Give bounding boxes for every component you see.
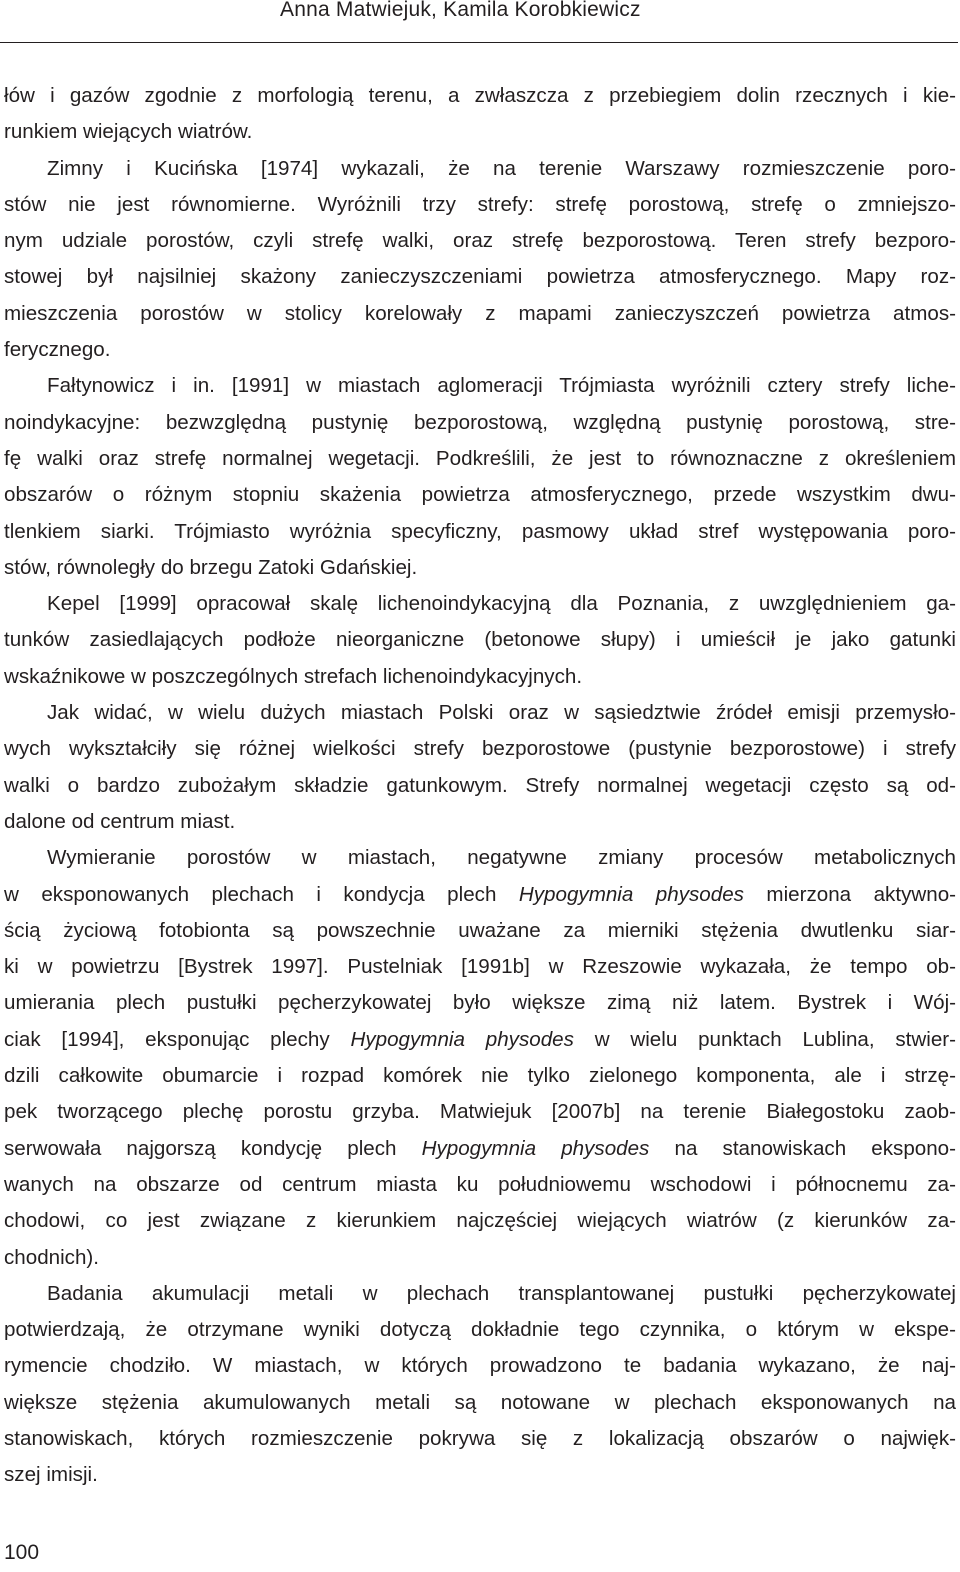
text-line xyxy=(4,78,956,114)
text-run: ciak [1994], eksponując plechy xyxy=(4,1027,351,1051)
text-run: dzili całkowite obumarcie i rozpad komórek nie tylko zielonego komponenta, ale i strzę- xyxy=(4,1064,956,1088)
text-line xyxy=(4,405,956,441)
text-line xyxy=(4,368,956,404)
text-run: potwierdzają, że otrzymane wyniki dotyczą dokładnie tego czynnika, o którym w ekspe- xyxy=(4,1318,956,1342)
text-line xyxy=(4,296,956,332)
text-line xyxy=(4,1276,956,1312)
text-run: umierania plech pustułki pęcherzykowatej było większe zimą niż latem. Bystrek i Wój- xyxy=(4,991,956,1015)
text-run: Badania akumulacji metali w plechach transplantowanej pustułki pęcherzykowatej xyxy=(47,1281,956,1305)
running-head-authors: Anna Matwiejuk, Kamila Korobkiewicz xyxy=(280,0,641,21)
running-header xyxy=(0,0,958,43)
text-run: pek tworzącego plechę porostu grzyba. Matwiejuk [2007b] na terenie Białegostoku zaob- xyxy=(4,1100,956,1124)
paragraph xyxy=(4,840,956,1276)
text-line xyxy=(4,1167,956,1203)
paragraph xyxy=(4,151,956,369)
text-line xyxy=(4,659,956,695)
text-run: chodowi, co jest związane z kierunkiem najczęściej wiejących wiatrów (z kierunków za- xyxy=(4,1209,956,1233)
text-run: chodnich). xyxy=(4,1245,100,1269)
text-run: Fałtynowicz i in. [1991] w miastach aglomeracji Trójmiasta wyróżnili cztery strefy liche- xyxy=(47,374,956,398)
text-run: Zimny i Kucińska [1974] wykazali, że na terenie Warszawy rozmieszczenie poro- xyxy=(47,156,956,180)
text-run: Wymieranie porostów w miastach, negatywne zmiany procesów metabolicznych xyxy=(47,846,956,870)
species-name: Hypogymnia physodes xyxy=(421,1136,650,1160)
text-run: wanych na obszarze od centrum miasta ku południowemu wschodowi i północnemu za- xyxy=(4,1172,956,1196)
text-line xyxy=(4,187,956,223)
paragraph xyxy=(4,78,956,151)
text-line xyxy=(4,840,956,876)
text-line xyxy=(4,441,956,477)
text-line xyxy=(4,550,956,586)
text-run: ferycznego. xyxy=(4,338,111,362)
text-run: runkiem wiejących wiatrów. xyxy=(4,120,253,144)
text-run: walki o bardzo zubożałym składzie gatunkowym. Strefy normalnej wegetacji często są od- xyxy=(4,773,956,797)
text-line xyxy=(4,1348,956,1384)
text-line xyxy=(4,949,956,985)
text-run: w wielu punktach Lublina, stwier- xyxy=(573,1027,957,1051)
text-line xyxy=(4,259,956,295)
text-run: łów i gazów zgodnie z morfologią terenu, a zwłaszcza z przebiegiem dolin rzecznych i kie- xyxy=(4,84,956,107)
text-run: rymencie chodziło. W miastach, w których prowadzono te badania wykazano, że naj- xyxy=(4,1354,956,1378)
text-run: szej imisji. xyxy=(4,1463,98,1487)
text-run: mieszczenia porostów w stolicy korelowały z mapami zanieczyszczeń powietrza atmos- xyxy=(4,301,956,325)
text-run: ścią życiową fotobionta są powszechnie uważane za mierniki stężenia dwutlenku siar- xyxy=(4,918,956,942)
text-line xyxy=(4,1022,956,1058)
text-line xyxy=(4,332,956,368)
text-run: tunków zasiedlających podłoże nieorganiczne (betonowe słupy) i umieścił je jako gatunki xyxy=(4,628,956,652)
text-line xyxy=(4,1203,956,1239)
species-name: Hypogymnia physodes xyxy=(518,882,744,906)
text-line xyxy=(4,622,956,658)
text-line xyxy=(4,477,956,513)
text-line xyxy=(4,1058,956,1094)
text-line xyxy=(4,731,956,767)
body-text xyxy=(4,78,956,1494)
text-run: w eksponowanych plechach i kondycja plech xyxy=(4,882,519,906)
text-run: wskaźnikowe w poszczególnych strefach lichenoindykacyjnych. xyxy=(4,664,583,688)
text-line xyxy=(4,1131,956,1167)
text-line xyxy=(4,877,956,913)
text-line xyxy=(4,985,956,1021)
paragraph xyxy=(4,586,956,695)
text-line xyxy=(4,804,956,840)
text-run: na stanowiskach ekspono- xyxy=(649,1136,956,1160)
text-line xyxy=(4,114,956,150)
text-run: fę walki oraz strefę normalnej wegetacji. Podkreślili, że jest to równoznaczne z określeniem xyxy=(4,446,956,470)
species-name: Hypogymnia physodes xyxy=(350,1027,574,1051)
text-run: stów nie jest równomierne. Wyróżnili trzy strefy: strefę porostową, strefę o zmniejszo- xyxy=(4,192,956,216)
text-run: stów, równoległy do brzegu Zatoki Gdańskiej. xyxy=(4,555,418,579)
text-line xyxy=(4,1457,956,1493)
text-run: stowej był najsilniej skażony zanieczyszczeniami powietrza atmosferycznego. Mapy roz- xyxy=(4,265,956,289)
text-run: większe stężenia akumulowanych metali są notowane w plechach eksponowanych na xyxy=(4,1390,956,1414)
paragraph xyxy=(4,695,956,840)
paragraph xyxy=(4,1276,956,1494)
text-run: serwowała najgorszą kondycję plech xyxy=(4,1136,422,1160)
text-run: stanowiskach, których rozmieszczenie pokrywa się z lokalizacją obszarów o najwięk- xyxy=(4,1426,956,1450)
text-run: wych wykształciły się różnej wielkości strefy bezporostowe (pustynie bezporostowe) i strefy xyxy=(4,737,956,761)
text-line xyxy=(4,1312,956,1348)
text-run: tlenkiem siarki. Trójmiasto wyróżnia specyficzny, pasmowy układ stref występowania poro- xyxy=(4,519,956,543)
text-run: noindykacyjne: bezwzględną pustynię bezporostową, względną pustynię porostową, stre- xyxy=(4,410,956,434)
text-run: Kepel [1999] opracował skalę lichenoindykacyjną dla Poznania, z uwzględnieniem ga- xyxy=(47,592,956,616)
text-run: obszarów o różnym stopniu skażenia powietrza atmosferycznego, przede wszystkim dwu- xyxy=(4,483,956,507)
text-line xyxy=(4,1094,956,1130)
text-run: mierzona aktywno- xyxy=(743,882,957,906)
text-line xyxy=(4,768,956,804)
text-line xyxy=(4,514,956,550)
text-run: nym udziale porostów, czyli strefę walki, oraz strefę bezporostową. Teren strefy bezporo- xyxy=(4,229,956,253)
text-line xyxy=(4,586,956,622)
page-number: 100 xyxy=(4,1541,40,1564)
text-line xyxy=(4,695,956,731)
text-line xyxy=(4,223,956,259)
paragraph xyxy=(4,368,956,586)
text-run: dalone od centrum miast. xyxy=(4,809,236,833)
text-line xyxy=(4,151,956,187)
text-line xyxy=(4,913,956,949)
text-run: Jak widać, w wielu dużych miastach Polski oraz w sąsiedztwie źródeł emisji przemysło- xyxy=(47,701,956,725)
text-line xyxy=(4,1421,956,1457)
text-line xyxy=(4,1385,956,1421)
text-line xyxy=(4,1240,956,1276)
text-run: ki w powietrzu [Bystrek 1997]. Pustelniak [1991b] w Rzeszowie wykazała, że tempo ob- xyxy=(4,955,956,979)
